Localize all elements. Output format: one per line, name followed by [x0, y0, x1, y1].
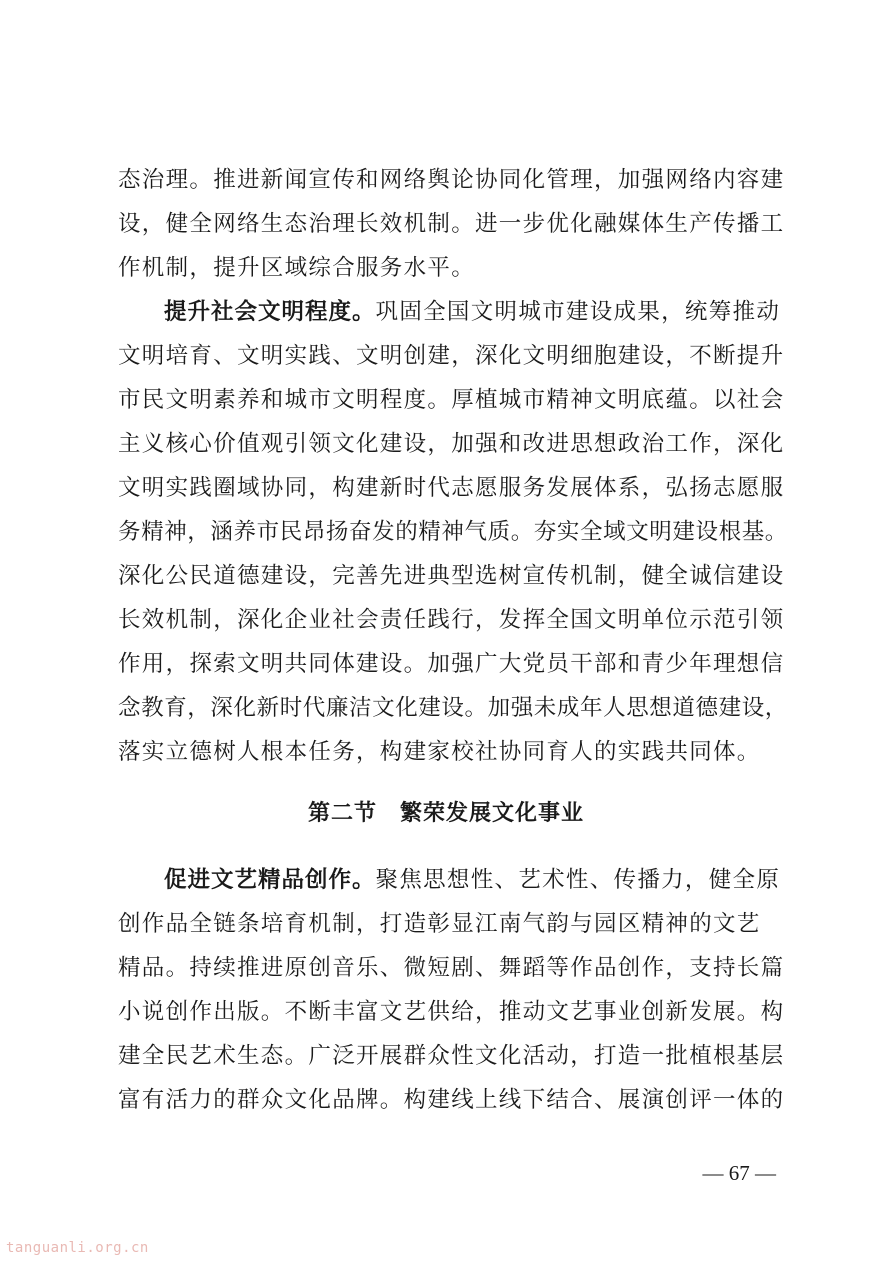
page-number: — 67 — [702, 1161, 776, 1185]
text-line: 作用，探索文明共同体建设。加强广大党员干部和青少年理想信 [118, 651, 785, 677]
text-line: 深化公民道德建设，完善先进典型选树宣传机制，健全诚信建设 [118, 563, 785, 589]
paragraph-lead: 促进文艺精品创作。 [164, 867, 376, 893]
text-line-content: 聚焦思想性、艺术性、传播力，健全原 [375, 867, 781, 893]
text-line: 态治理。推进新闻宣传和网络舆论协同化管理，加强网络内容建 [118, 167, 785, 193]
text-line: 富有活力的群众文化品牌。构建线上线下结合、展演创评一体的 [118, 1087, 785, 1113]
text-line: 市民文明素养和城市文明程度。厚植城市精神文明底蕴。以社会 [118, 387, 785, 413]
text-line: 落实立德树人根本任务，构建家校社协同育人的实践共同体。 [118, 739, 761, 765]
text-line: 文明培育、文明实践、文明创建，深化文明细胞建设，不断提升 [118, 343, 785, 369]
paragraph-3 [118, 858, 790, 1122]
paragraph-1 [118, 158, 790, 290]
text-line: 小说创作出版。不断丰富文艺供给，推动文艺事业创新发展。构 [118, 999, 785, 1025]
text-line: 务精神，涵养市民昂扬奋发的精神气质。夯实全域文明建设根基。 [118, 519, 788, 545]
text-line: 长效机制，深化企业社会责任践行，发挥全国文明单位示范引领 [118, 607, 785, 633]
section-heading: 第二节 繁荣发展文化事业 [307, 801, 584, 826]
text-line: 创作品全链条培育机制，打造彰显江南气韵与园区精神的文艺 [118, 911, 761, 937]
text-line: 作机制，提升区域综合服务水平。 [118, 255, 476, 281]
paragraph-lead: 提升社会文明程度。 [164, 299, 376, 325]
text-line: 精品。持续推进原创音乐、微短剧、舞蹈等作品创作，支持长篇 [118, 955, 785, 981]
text-line [118, 290, 790, 334]
text-line: 建全民艺术生态。广泛开展群众性文化活动，打造一批植根基层 [118, 1043, 785, 1069]
text-line: 文明实践圈域协同，构建新时代志愿服务发展体系，弘扬志愿服 [118, 475, 785, 501]
watermark: tanguanli.org.cn [6, 1240, 149, 1256]
text-line: 设，健全网络生态治理长效机制。进一步优化融媒体生产传播工 [118, 211, 785, 237]
text-line: 主义核心价值观引领文化建设，加强和改进思想政治工作，深化 [118, 431, 785, 457]
text-line [118, 858, 790, 902]
text-line-content: 巩固全国文明城市建设成果，统筹推动 [375, 299, 781, 325]
paragraph-2 [118, 290, 790, 774]
text-line: 念教育，深化新时代廉洁文化建设。加强未成年人思想道德建设， [118, 695, 788, 721]
